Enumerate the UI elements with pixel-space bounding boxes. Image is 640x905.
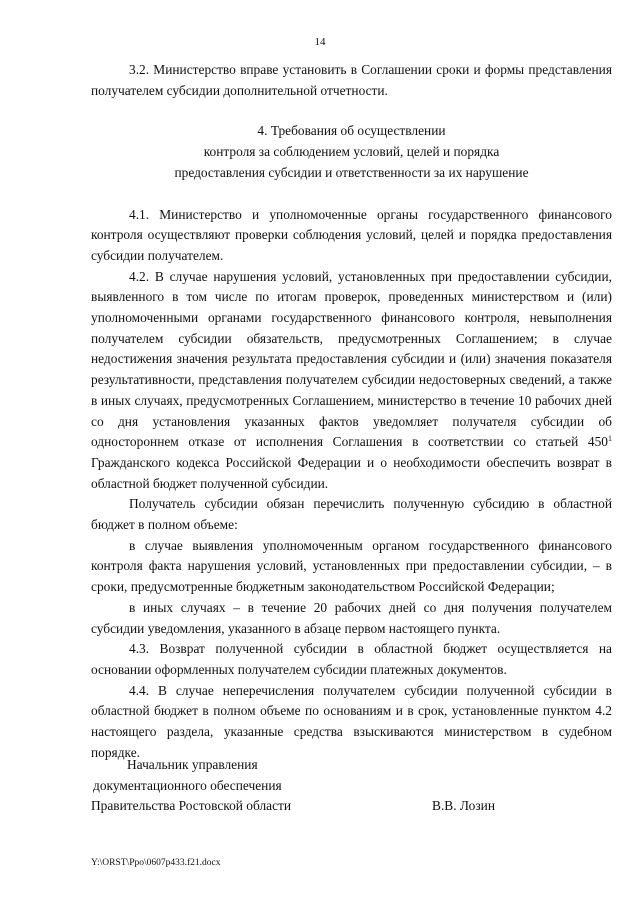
signatory-title-line-3: Правительства Ростовской области xyxy=(91,798,292,814)
article-superscript: 1 xyxy=(608,434,612,444)
signatory-title-line-2: документационного обеспечения xyxy=(93,777,282,793)
paragraph-recipient-obligation: Получатель субсидии обязан перечислить полученную субсидию в областной бюджет в полном объеме: xyxy=(91,496,612,533)
paragraph-4-4: 4.4. В случае неперечисления получателем субсидии полученной субсидии в областной бюджет в полном объеме по основаниям и в срок, установленные пунктом 4.2 настоящего раздела, указанные средства взыскиваются министерством в судебном порядке. xyxy=(91,682,612,760)
signature-block xyxy=(91,755,612,817)
file-path-footer: Y:\ORST\Ppo\0607p433.f21.docx xyxy=(91,858,221,868)
section-title-line-1: 4. Требования об осуществлении xyxy=(257,123,446,139)
paragraph-case-2: в иных случаях – в течение 20 рабочих дней со дня получения получателем субсидии уведомления, указанного в абзаце первом настоящего пункта. xyxy=(91,599,612,636)
signatory-name: В.В. Лозин xyxy=(432,798,495,814)
paragraph-4-1: 4.1. Министерство и уполномоченные органы государственного финансового контроля осуществляют проверки соблюдения условий, целей и порядка предоставления субсидии получателем. xyxy=(91,206,612,263)
document-body xyxy=(91,60,612,764)
paragraph-case-1: в случае выявления уполномоченным органом государственного финансового контроля факта нарушения условий, установленных при предоставлении субсидии, – в сроки, предусмотренные бюджетным законодательством Российской Федерации; xyxy=(91,537,612,595)
signatory-row xyxy=(91,796,612,817)
paragraph-4-2-text-a: 4.2. В случае нарушения условий, установленных при предоставлении субсидии, выявленного в том числе по итогам проверок, проведенных министерством и (или) уполномоченными органами государственного финансового контроля, невыполнения получателем субсидии обязательств, предусмотренных Соглашением; в случае недостижения значения результата предоставления субсидии и (или) значения показателя результативности, представления получателем субсидии недостоверных сведений, а также в иных случаях, предусмотренных Соглашением, министерство в течение 10 рабочих дней со дня установления указанных фактов уведомляет получателя субсидии об одностороннем отказе от исполнения Соглашения в соответствии со статьей 450 xyxy=(91,268,612,450)
section-4-title xyxy=(91,121,612,183)
signatory-title-line-1: Начальник управления xyxy=(127,757,258,772)
paragraph-4-2 xyxy=(91,267,612,495)
page-number: 14 xyxy=(314,36,326,48)
paragraph-3-2: 3.2. Министерство вправе установить в Соглашении сроки и формы представления получателем субсидии дополнительной отчетности. xyxy=(91,62,612,98)
paragraph-4-3: 4.3. Возврат полученной субсидии в областной бюджет осуществляется на основании оформленных получателем субсидии платежных документов. xyxy=(91,641,612,677)
paragraph-4-2-text-b: Гражданского кодекса Российской Федерации и о необходимости обеспечить возврат в областной бюджет полученной субсидии. xyxy=(91,454,612,491)
section-title-line-2: контроля за соблюдением условий, целей и порядка xyxy=(203,144,500,160)
section-title-line-3: предоставления субсидии и ответственности за их нарушение xyxy=(174,164,529,180)
